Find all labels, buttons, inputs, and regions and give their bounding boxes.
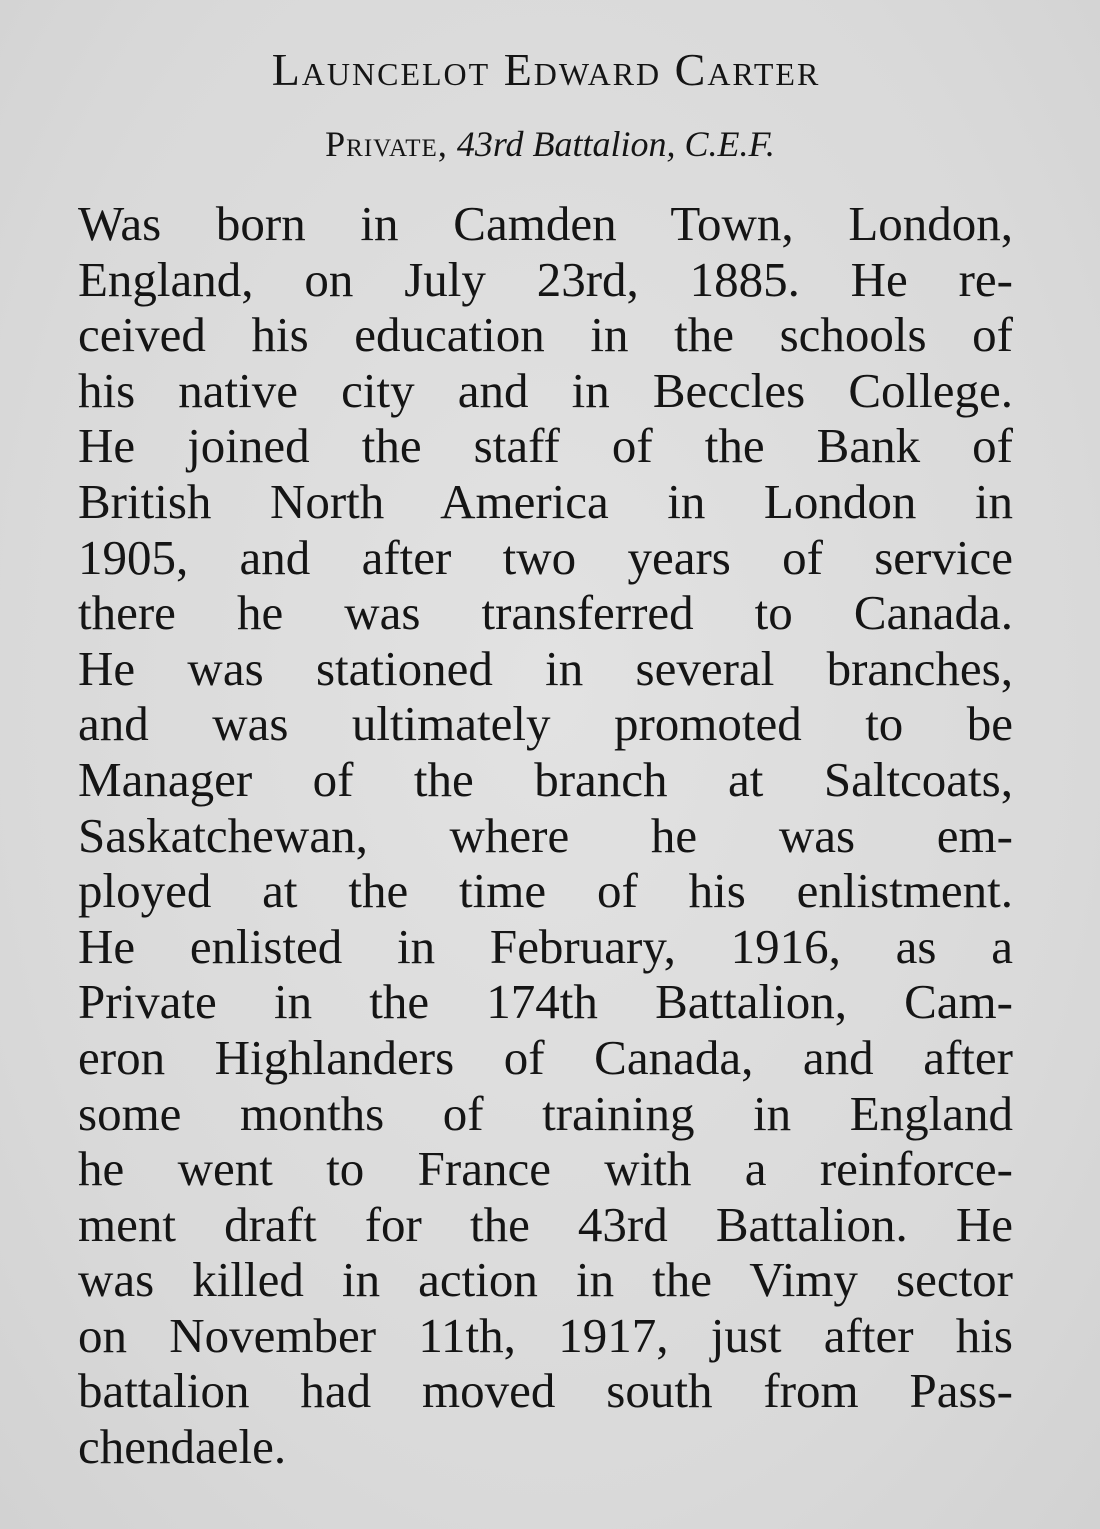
biography-line: He joined the staff of the Bank of [78, 418, 1013, 474]
biography-line: He enlisted in February, 1916, as a [78, 918, 1013, 974]
biography-line: eron Highlanders of Canada, and after [78, 1029, 1013, 1085]
biography-line: his native city and in Beccles College. [78, 362, 1013, 418]
biography-line: Private in the 174th Battalion, Cam- [78, 974, 1013, 1030]
biography-line: on November 11th, 1917, just after his [78, 1307, 1013, 1363]
biography-line: ment draft for the 43rd Battalion. He [78, 1196, 1013, 1252]
biography-line: some months of training in England [78, 1085, 1013, 1141]
biography-line: Manager of the branch at Saltcoats, [78, 751, 1013, 807]
biography-paragraph [78, 196, 1013, 1475]
biography-line: England, on July 23rd, 1885. He re- [78, 251, 1013, 307]
biography-line: Was born in Camden Town, London, [78, 196, 1013, 251]
rank-unit-line [0, 120, 1100, 168]
person-name-heading: Launcelot Edward Carter [271, 44, 821, 95]
biography-line: He was stationed in several branches, [78, 640, 1013, 696]
biography-line: Saskatchewan, where he was em- [78, 807, 1013, 863]
biography-line: was killed in action in the Vimy sector [78, 1252, 1013, 1308]
unit-label: 43rd Battalion, C.E.F. [456, 124, 775, 164]
biography-line: he went to France with a reinforce- [78, 1141, 1013, 1197]
biography-line: there he was transferred to Canada. [78, 585, 1013, 641]
biography-line: and was ultimately promoted to be [78, 696, 1013, 752]
biography-line: 1905, and after two years of service [78, 529, 1013, 585]
biography-line: chendaele. [78, 1419, 287, 1475]
biography-line: British North America in London in [78, 473, 1013, 529]
biography-line: ceived his education in the schools of [78, 307, 1013, 363]
biography-line: ployed at the time of his enlistment. [78, 863, 1013, 919]
rank-label: Private, [325, 124, 448, 164]
biography-line: battalion had moved south from Pass- [78, 1363, 1013, 1419]
